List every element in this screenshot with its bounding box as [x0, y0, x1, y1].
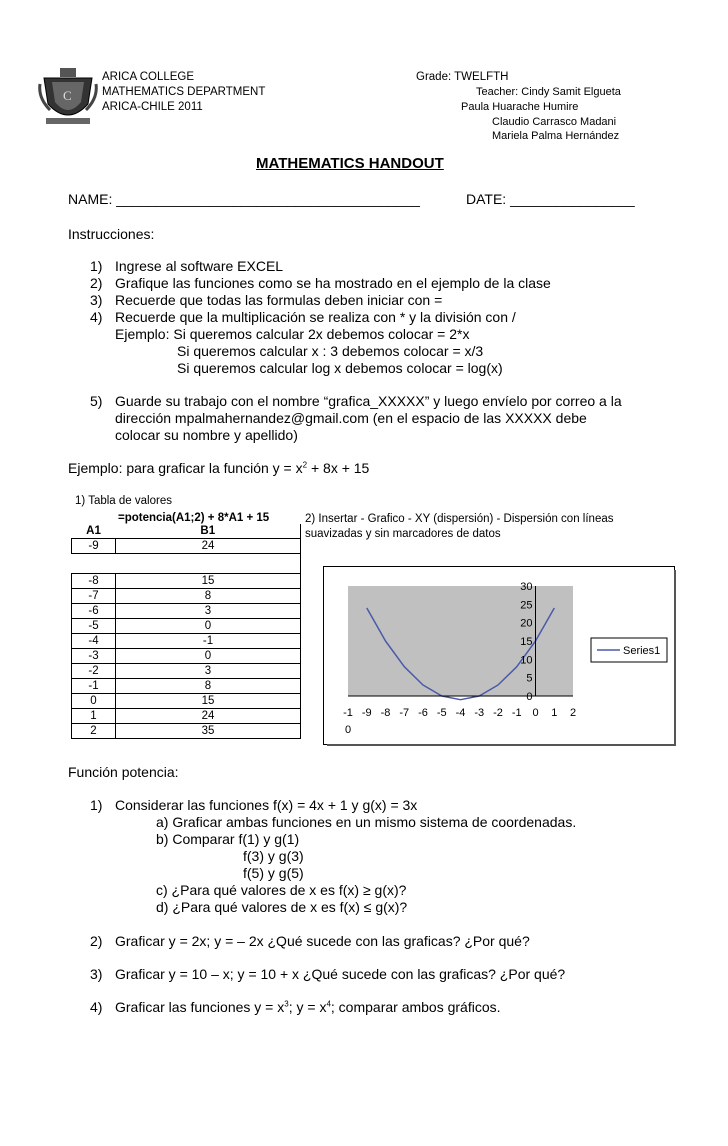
teacher-3: Claudio Carrasco Madani — [492, 116, 617, 128]
table-cell: -2 — [72, 664, 116, 679]
school-name: ARICA COLLEGE — [102, 71, 195, 83]
x-tick-label-extra: 0 — [345, 724, 352, 736]
table-row — [72, 694, 301, 709]
exponent: 2 — [302, 460, 308, 470]
table-row — [72, 619, 301, 634]
table-cell: 1 — [72, 709, 116, 724]
table-cell: 0 — [116, 619, 301, 634]
table-cell — [72, 554, 116, 574]
problem-num: 2) — [90, 933, 103, 949]
table-cell: -6 — [72, 604, 116, 619]
x-tick-label: 0 — [532, 707, 539, 719]
instruction-text: Grafique las funciones como se ha mostrado en el ejemplo de la clase — [115, 275, 551, 291]
instruction-text: Guarde su trabajo con el nombre “grafica_XXXXX” y luego envíelo por correo a la — [115, 393, 622, 409]
table-row — [72, 709, 301, 724]
teacher-1: Teacher: Cindy Samit Elgueta — [476, 86, 621, 98]
chart-shadow — [327, 744, 676, 746]
column-header: B1 — [116, 524, 301, 539]
table-cell: 2 — [72, 724, 116, 739]
problem-item: b) Comparar f(1) y g(1) — [156, 831, 300, 847]
x-tick-label: 2 — [569, 707, 577, 719]
table-row — [72, 679, 301, 694]
instruction-num: 4) — [90, 309, 103, 325]
table-cell: -4 — [72, 634, 116, 649]
values-table — [71, 524, 301, 739]
instruction-num: 5) — [90, 393, 103, 409]
teacher-2: Paula Huarache Humire — [461, 101, 579, 113]
problem-item: a) Graficar ambas funciones en un mismo sistema de coordenadas. — [156, 814, 577, 830]
table-row — [72, 574, 301, 589]
legend-label: Series1 — [623, 645, 661, 657]
y-tick-label: 15 — [520, 636, 533, 648]
table-cell: -1 — [116, 634, 301, 649]
table-cell: -3 — [72, 649, 116, 664]
example-intro: Ejemplo: para graficar la función $y = x^2 + 8x + 15$ — [68, 460, 370, 476]
table-cell: 24 — [116, 539, 301, 554]
y-tick-label: 20 — [520, 617, 533, 630]
problem-item: f(3) y g(3) — [243, 848, 304, 864]
table-row — [72, 539, 301, 554]
table-header-row — [72, 524, 301, 539]
table-cell: 24 — [116, 709, 301, 724]
y-tick-label: 5 — [526, 672, 533, 685]
formula-label: =potencia(A1;2) + 8*A1 + 15 — [118, 512, 270, 524]
problem-text: Considerar las funciones f(x) = 4x + 1 y g(x) = 3x — [115, 797, 418, 813]
problem-item: c) ¿Para qué valores de x es f(x) ≥ g(x)? — [156, 882, 407, 898]
table-cell: 35 — [116, 724, 301, 739]
instruction-text: Recuerde que todas las formulas deben iniciar con = — [115, 292, 443, 308]
table-row — [72, 604, 301, 619]
svg-text:C: C — [63, 88, 72, 103]
table-cell: 3 — [116, 664, 301, 679]
x-tick-label: -2 — [493, 707, 503, 719]
problem-text: Graficar las funciones $y = x^3$; $y = x^4$; comparar ambos gráficos. — [115, 999, 501, 1015]
table-cell: 0 — [116, 649, 301, 664]
table-row — [72, 554, 301, 574]
instruction-num: 1) — [90, 258, 103, 274]
teacher-4: Mariela Palma Hernández — [492, 130, 620, 142]
problem-num: 4) — [90, 999, 103, 1015]
school-location: ARICA-CHILE 2011 — [102, 101, 203, 113]
x-tick-label: -7 — [399, 707, 410, 719]
section-title: Función potencia: — [68, 764, 179, 780]
instruction-text: Recuerde que la multiplicación se realiza con * y la división con / — [115, 309, 516, 325]
problem-num: 1) — [90, 797, 103, 813]
name-field: NAME: _______________________________________ — [68, 191, 420, 207]
page-title: MATHEMATICS HANDOUT — [256, 155, 444, 172]
example-line: Si queremos calcular x : 3 debemos colocar = x/3 — [177, 343, 484, 359]
plot-area — [348, 586, 573, 696]
table-cell: 15 — [116, 574, 301, 589]
problem-item: d) ¿Para qué valores de x es f(x) ≤ g(x)? — [156, 899, 408, 915]
chart-shadow — [674, 570, 676, 746]
date-field: DATE: ________________ — [466, 191, 635, 207]
table-cell: -8 — [72, 574, 116, 589]
problem-text: Graficar y = 10 – x; y = 10 + x ¿Qué sucede con las graficas? ¿Por qué? — [115, 966, 566, 982]
table-cell: 0 — [72, 694, 116, 709]
exponent: 4 — [326, 999, 331, 1009]
step2-line: suavizadas y sin marcadores de datos — [305, 528, 501, 540]
department-name: MATHEMATICS DEPARTMENT — [102, 86, 266, 98]
x-tick-label: -6 — [418, 707, 428, 719]
instruction-num: 3) — [90, 292, 103, 308]
instruction-text: dirección mpalmahernandez@gmail.com (en el espacio de las XXXXX debe — [115, 410, 587, 426]
instruction-num: 2) — [90, 275, 103, 291]
column-header: A1 — [72, 524, 116, 539]
instructions-title: Instrucciones: — [68, 226, 155, 242]
example-line: Si queremos calcular log x debemos colocar = log(x) — [177, 360, 503, 376]
table-cell: 8 — [116, 589, 301, 604]
x-tick-label: 1 — [551, 707, 558, 719]
table-cell: -9 — [72, 539, 116, 554]
x-tick-label: -1 — [511, 707, 522, 719]
table-row — [72, 649, 301, 664]
grade-label: Grade: TWELFTH — [416, 71, 509, 83]
table-cell: -7 — [72, 589, 116, 604]
problem-text: Graficar y = 2x; y = – 2x ¿Qué sucede con las graficas? ¿Por qué? — [115, 933, 530, 949]
excel-chart — [323, 566, 676, 746]
y-tick-label: 0 — [526, 691, 533, 703]
table-cell: 3 — [116, 604, 301, 619]
step2-line: 2) Insertar - Grafico - XY (dispersión) - Dispersión con líneas — [305, 513, 614, 525]
table-row — [72, 589, 301, 604]
y-tick-label: 10 — [520, 654, 533, 667]
table-cell: 8 — [116, 679, 301, 694]
problem-item: f(5) y g(5) — [243, 865, 304, 881]
x-tick-label: -3 — [474, 707, 485, 719]
table-title: 1) Tabla de valores — [75, 495, 172, 507]
x-tick-label: -5 — [436, 707, 447, 719]
y-tick-label: 25 — [520, 599, 533, 612]
x-tick-label: -8 — [380, 707, 391, 719]
table-cell: 15 — [116, 694, 301, 709]
exponent: 3 — [284, 999, 289, 1009]
problem-num: 3) — [90, 966, 103, 982]
example-line: Ejemplo: Si queremos calcular 2x debemos colocar = 2*x — [115, 326, 470, 342]
table-row — [72, 634, 301, 649]
instruction-text: colocar su nombre y apellido) — [115, 427, 298, 443]
table-row — [72, 724, 301, 739]
instruction-text: Ingrese al software EXCEL — [115, 258, 284, 274]
table-cell: -5 — [72, 619, 116, 634]
table-cell: -1 — [72, 679, 116, 694]
x-tick-label: -4 — [455, 707, 466, 719]
y-tick-label: 30 — [520, 581, 533, 593]
x-tick-label: -9 — [361, 707, 372, 719]
table-cell — [116, 554, 301, 574]
x-tick-label: -1 — [343, 707, 353, 719]
table-row — [72, 664, 301, 679]
school-crest-icon — [38, 64, 98, 128]
